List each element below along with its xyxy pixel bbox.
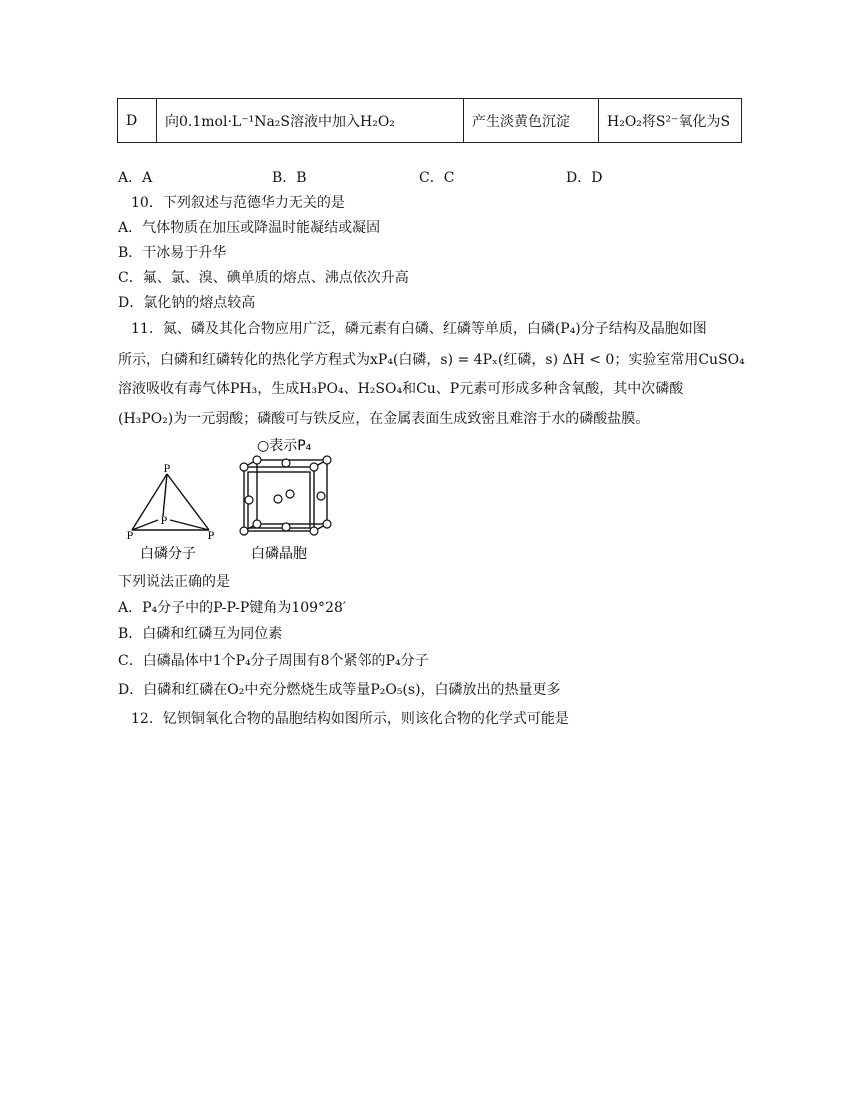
cell-caption: 白磷晶胞 <box>251 546 307 562</box>
q9-choice-b[interactable]: B．B <box>272 170 307 186</box>
atom-label-top: P <box>163 461 171 475</box>
q11-stem-line2: 所示，白磷和红磷转化的热化学方程式为xP₄(白磷，s) = 4Pₓ(红磷，s) ΔH < 0；实验室常用CuSO₄ <box>118 352 745 368</box>
q11-stem-line1: 11．氮、磷及其化合物应用广泛，磷元素有白磷、红磷等单质，白磷(P₄)分子结构及晶胞如图 <box>131 321 707 337</box>
molecule-caption: 白磷分子 <box>140 546 196 562</box>
q11-question: 下列说法正确的是 <box>118 574 230 590</box>
q10-option-a[interactable]: A．气体物质在加压或降温时能凝结或凝固 <box>118 220 381 236</box>
cell-legend: ○表示P₄ <box>257 438 312 454</box>
p4-molecule-diagram <box>132 474 209 530</box>
atom-label-left: P <box>126 528 134 542</box>
conclusion-cell: H₂O₂将S²⁻氧化为S <box>599 99 742 143</box>
table-row <box>118 99 742 143</box>
q11-option-a[interactable]: A．P₄分子中的P-P-P键角为109°28′ <box>118 600 347 616</box>
operation-cell: 向0.1mol·L⁻¹Na₂S溶液中加入H₂O₂ <box>157 99 464 143</box>
p4-sites <box>240 456 331 535</box>
row-label: D <box>118 99 157 143</box>
q12-stem: 12．钇钡铜氧化合物的晶胞结构如图所示，则该化合物的化学式可能是 <box>131 711 569 727</box>
q10-option-c[interactable]: C．氟、氯、溴、碘单质的熔点、沸点依次升高 <box>118 270 409 286</box>
atom-label-right: P <box>207 528 215 542</box>
q11-stem-line3: 溶液吸收有毒气体PH₃，生成H₃PO₄、H₂SO₄和Cu、P元素可形成多种含氧酸，其中次磷酸 <box>118 381 684 397</box>
q9-choice-d[interactable]: D．D <box>566 170 603 186</box>
q10-option-d[interactable]: D．氯化钠的熔点较高 <box>118 295 256 311</box>
white-phosphorus-figure <box>118 432 348 567</box>
q10-stem: 10．下列叙述与范德华力无关的是 <box>131 195 345 211</box>
atom-label-center: P <box>160 513 168 527</box>
option-table <box>117 98 742 143</box>
q9-choice-a[interactable]: A．A <box>118 170 153 186</box>
q9-choice-c[interactable]: C．C <box>419 170 455 186</box>
q11-option-b[interactable]: B．白磷和红磷互为同位素 <box>118 626 283 642</box>
q11-stem-line4: (H₃PO₂)为一元弱酸；磷酸可与铁反应，在金属表面生成致密且难溶于水的磷酸盐膜。 <box>118 411 650 427</box>
q11-option-c[interactable]: C．白磷晶体中1个P₄分子周围有8个紧邻的P₄分子 <box>118 653 429 669</box>
phenomenon-cell: 产生淡黄色沉淀 <box>464 99 599 143</box>
q11-option-d[interactable]: D．白磷和红磷在O₂中充分燃烧生成等量P₂O₅(s)，白磷放出的热量更多 <box>118 682 561 698</box>
q10-option-b[interactable]: B．干冰易于升华 <box>118 245 227 261</box>
